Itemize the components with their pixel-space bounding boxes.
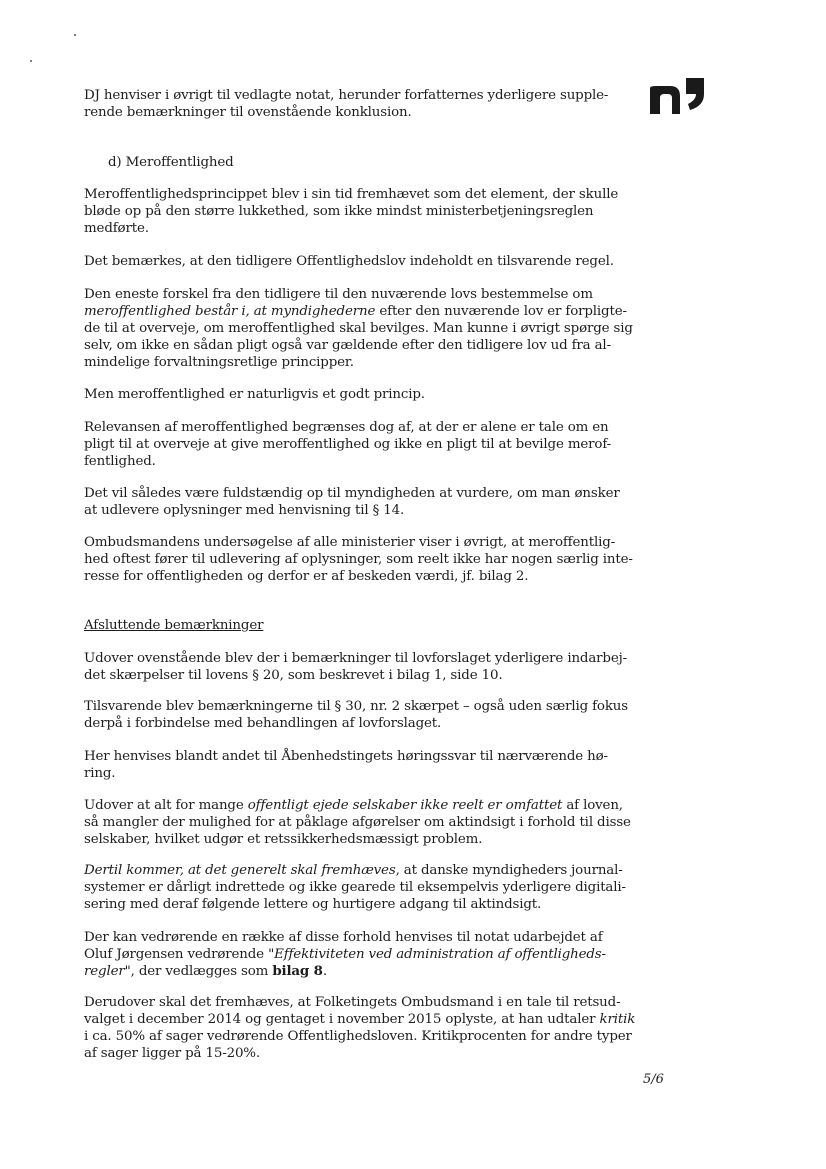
section-heading-d — [108, 154, 648, 171]
text-line: Udover ovenstående blev der i bemærkninger til lovforslaget yderligere indarbej- — [84, 651, 627, 666]
text-line: Den eneste forskel fra den tidligere til den nuværende lovs bestemmelse om — [84, 287, 593, 302]
text-run: . — [322, 964, 327, 979]
text-line: selskaber, hvilket udgør et retssikkerhedsmæssigt problem. — [84, 832, 483, 847]
paragraph — [84, 994, 636, 1062]
text-line: systemer er dårligt indrettede og ikke gearede til eksempelvis yderligere digitali- — [84, 880, 626, 895]
section-heading: Afsluttende bemærkninger — [84, 618, 264, 633]
text-line: Ombudsmandens undersøgelse af alle ministerier viser i øvrigt, at meroffentlig- — [84, 535, 616, 550]
scan-speck — [30, 60, 32, 62]
paragraph — [84, 286, 633, 371]
text-line: Men meroffentlighed er naturligvis et godt princip. — [84, 387, 425, 402]
italic-text: meroffentlighed består i, at myndighederne — [84, 304, 376, 319]
text-line — [84, 963, 624, 980]
text-line: bløde op på den større lukkethed, som ikke mindst ministerbetjeningsreglen — [84, 204, 594, 219]
paragraph — [84, 650, 627, 684]
text-line: rende bemærkninger til ovenstående konklusion. — [84, 105, 412, 120]
paragraph — [84, 698, 628, 732]
paragraph — [84, 748, 624, 782]
text-run: af loven, — [562, 798, 623, 813]
text-line: fentlighed. — [84, 454, 156, 469]
paragraph — [84, 419, 624, 470]
text-line: pligt til at overveje at give meroffentlighed og ikke en pligt til at bevilge merof- — [84, 437, 612, 452]
text-run: Oluf Jørgensen vedrørende — [84, 947, 269, 962]
text-line: af sager ligger på 15-20%. — [84, 1046, 260, 1061]
text-line — [84, 1011, 636, 1028]
text-line — [84, 797, 624, 814]
text-run: , at danske myndigheders journal- — [395, 863, 623, 878]
italic-text: regler" — [84, 964, 131, 979]
text-line: hed oftest fører til udlevering af oplysninger, som reelt ikke har nogen særlig inte- — [84, 552, 633, 567]
text-line: Der kan vedrørende en række af disse forhold henvises til notat udarbejdet af — [84, 930, 603, 945]
text-run: efter den nuværende lov er forpligte- — [375, 304, 627, 319]
italic-text: "Effektiviteten ved administration af offentligheds- — [268, 947, 606, 962]
text-line: så mangler der mulighed for at påklage afgørelser om aktindsigt i forhold til disse — [84, 815, 631, 830]
text-line: DJ henviser i øvrigt til vedlagte notat, herunder forfatternes yderligere supple- — [84, 88, 609, 103]
italic-text: Dertil kommer, at det generelt skal fremhæves — [84, 863, 396, 878]
page-number: 5/6 — [643, 1072, 664, 1087]
intro-paragraph — [84, 87, 624, 121]
paragraph — [84, 797, 631, 848]
bold-text: bilag 8 — [272, 963, 323, 979]
text-line — [84, 303, 627, 320]
text-run: valget i december 2014 og gentaget i november 2015 oplyste, at han udtaler — [84, 1012, 600, 1027]
paragraph — [84, 485, 624, 519]
italic-text: kritik — [599, 1012, 636, 1027]
text-line: det skærpelser til lovens § 20, som beskrevet i bilag 1, side 10. — [84, 668, 503, 683]
text-line: i ca. 50% af sager vedrørende Offentlighedsloven. Kritikprocenten for andre typer — [84, 1029, 632, 1044]
text-line: Tilsvarende blev bemærkningerne til § 30, nr. 2 skærpet – også uden særlig fokus — [84, 699, 628, 714]
text-line: de til at overveje, om meroffentlighed skal bevilges. Man kunne i øvrigt spørge sig — [84, 321, 633, 336]
paragraph — [84, 929, 624, 980]
text-line: sering med deraf følgende lettere og hurtigere adgang til aktindsigt. — [84, 897, 542, 912]
section-heading: d) Meroffentlighed — [108, 155, 234, 170]
text-line: Her henvises blandt andet til Åbenhedstingets høringssvar til nærværende hø- — [84, 749, 608, 764]
text-line: medførte. — [84, 221, 149, 236]
text-line — [84, 862, 624, 879]
closing-heading — [84, 617, 624, 634]
dj-logo-icon — [646, 76, 708, 116]
text-line: Det vil således være fuldstændig op til myndigheden at vurdere, om man ønsker — [84, 486, 620, 501]
text-line: Meroffentlighedsprincippet blev i sin tid fremhævet som det element, der skulle — [84, 187, 619, 202]
paragraph — [84, 862, 624, 913]
text-line: Derudover skal det fremhæves, at Folketingets Ombudsmand i en tale til retsud- — [84, 995, 621, 1010]
paragraph — [84, 386, 624, 403]
text-line: Relevansen af meroffentlighed begrænses dog af, at der er alene er tale om en — [84, 420, 609, 435]
paragraph — [84, 534, 633, 585]
text-line: resse for offentligheden og derfor er af beskeden værdi, jf. bilag 2. — [84, 569, 529, 584]
paragraph — [84, 253, 624, 270]
scan-speck — [74, 34, 76, 36]
text-line: ring. — [84, 766, 116, 781]
text-run: Udover at alt for mange — [84, 798, 248, 813]
italic-text: offentligt ejede selskaber ikke reelt er omfattet — [247, 798, 563, 813]
text-line: selv, om ikke en sådan pligt også var gældende efter den tidligere lov ud fra al- — [84, 338, 611, 353]
text-line — [84, 946, 624, 963]
text-run: , der vedlægges som — [130, 964, 273, 979]
text-line: mindelige forvaltningsretlige principper. — [84, 355, 354, 370]
text-line: at udlevere oplysninger med henvisning til § 14. — [84, 503, 405, 518]
text-line: derpå i forbindelse med behandlingen af lovforslaget. — [84, 716, 442, 731]
paragraph — [84, 186, 624, 237]
text-line: Det bemærkes, at den tidligere Offentlighedslov indeholdt en tilsvarende regel. — [84, 254, 614, 269]
